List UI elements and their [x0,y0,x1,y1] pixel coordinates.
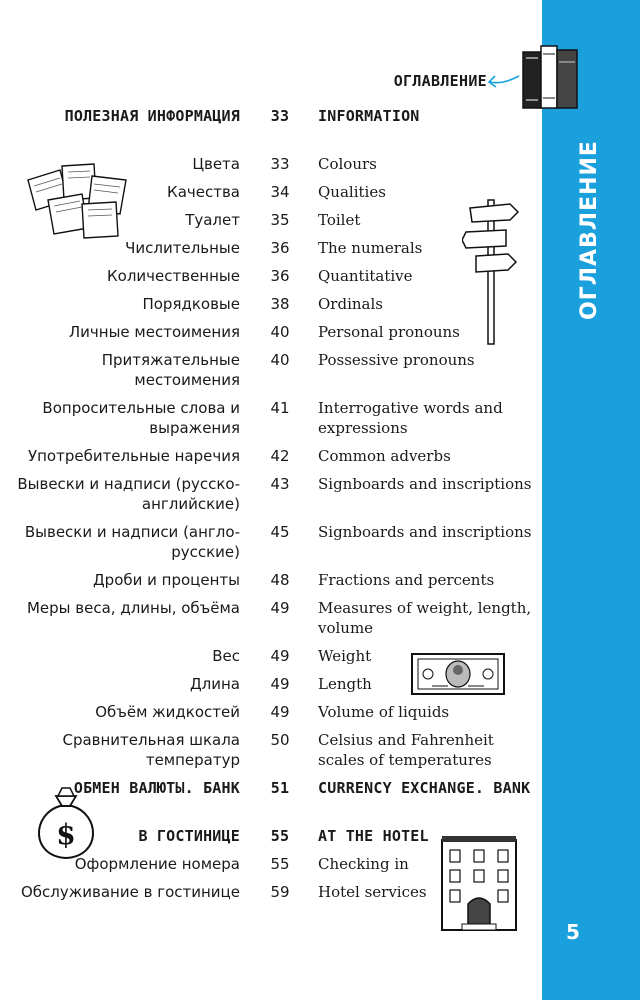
toc-entry-ru: Вес [212,647,240,665]
toc-entry-ru: Обслуживание в гостинице [20,883,240,901]
toc-entry-ru: Вопросительные слова и выражения [42,399,240,437]
toc-entry-page: 40 [270,351,290,369]
toc-entry-en: Hotel services [318,883,427,901]
toc-entry [0,266,540,286]
toc-entry [0,598,540,638]
toc-entry-en: AT THE HOTEL [318,827,429,845]
toc-entry [0,854,540,874]
toc-entry-page: 43 [270,475,290,493]
toc-entry-ru: В ГОСТИНИЦЕ [138,827,240,845]
side-title: ОГЛАВЛЕНИЕ [577,140,602,320]
toc-entry-ru: Порядковые [142,295,240,313]
toc-entry-ru: Употребительные наречия [27,447,240,465]
toc-entry-en: Personal pronouns [318,323,460,341]
toc-entry-en: Common adverbs [318,447,451,465]
toc-entry-en: Possessive pronouns [318,351,475,369]
toc-section [0,106,540,146]
toc-entry-page: 38 [270,295,290,313]
toc-entry-ru: Объём жидкостей [95,703,240,721]
toc-entry-page: 51 [270,779,290,797]
toc-section [0,826,540,846]
toc-entry-ru: ОБМЕН ВАЛЮТЫ. БАНК [73,779,240,797]
toc-entry-page: 49 [270,647,290,665]
page-number: 5 [566,920,580,944]
toc-entry-page: 33 [270,107,290,125]
toc-entry-en: CURRENCY EXCHANGE. BANK [318,779,531,797]
toc-entry-page: 34 [270,183,290,201]
toc-entry-ru: Качества [167,183,240,201]
toc-entry [0,350,540,390]
toc-entry-en: Measures of weight, length, volume [318,599,532,637]
toc-entry [0,702,540,722]
toc-entry-page: 45 [270,523,290,541]
toc-entry-page: 49 [270,703,290,721]
toc-entry-page: 50 [270,731,290,749]
toc-entry-ru: Количественные [107,267,240,285]
toc-entry-page: 55 [270,827,290,845]
toc-entry-ru: Вывески и надписи (русско-английские) [17,475,240,513]
toc-entry-ru: Числительные [125,239,240,257]
toc-entry [0,182,540,202]
toc-entry-en: Qualities [318,183,386,201]
toc-heading: ОГЛАВЛЕНИЕ [393,72,487,90]
toc-entry [0,238,540,258]
toc-entry-ru: ПОЛЕЗНАЯ ИНФОРМАЦИЯ [64,107,240,125]
toc-entry-ru: Притяжательные местоимения [101,351,240,389]
toc-entry-en: Signboards and inscriptions [318,475,532,493]
toc-entry-en: Fractions and percents [318,571,495,589]
toc-entry-en: Quantitative [318,267,413,285]
toc-section [0,778,540,818]
toc-entry [0,882,540,922]
toc-entry-en: Weight [318,647,372,665]
toc-entry-en: Celsius and Fahrenheit scales of temperatures [318,731,494,769]
toc-entry-page: 49 [270,675,290,693]
toc-entry-en: Toilet [318,211,361,229]
toc-entry-page: 59 [270,883,290,901]
toc-entry-ru: Сравнительная шкала температур [62,731,240,769]
toc-entry-page: 40 [270,323,290,341]
toc-entry-en: Interrogative words and expressions [318,399,503,437]
svg-text:$: $ [56,818,76,851]
toc-entry-ru: Меры веса, длины, объёма [26,599,240,617]
toc-entry [0,646,540,666]
toc-entry [0,730,540,770]
toc-entry [0,674,540,694]
toc-entry-page: 42 [270,447,290,465]
toc-entry-ru: Цвета [192,155,240,173]
toc-entry-en: Length [318,675,372,693]
toc-entry-en: Volume of liquids [318,703,450,721]
toc-entry [0,322,540,342]
toc-entry-en: Checking in [318,855,409,873]
toc-entry-en: The numerals [318,239,423,257]
toc-entry-ru: Туалет [185,211,240,229]
toc-entry-en: Colours [318,155,377,173]
toc-entry [0,570,540,590]
toc-entry [0,210,540,230]
toc-entry-ru: Личные местоимения [68,323,240,341]
toc-entry-page: 36 [270,239,290,257]
toc-entry-page: 35 [270,211,290,229]
toc-entry-page: 36 [270,267,290,285]
toc-entry-ru: Длина [189,675,240,693]
toc-entry-page: 48 [270,571,290,589]
toc-entry-en: INFORMATION [318,107,420,125]
toc-entry [0,474,540,514]
toc-entry-page: 33 [270,155,290,173]
toc-entry-ru: Дроби и проценты [92,571,240,589]
toc-entry [0,398,540,438]
toc-entry-page: 41 [270,399,290,417]
toc-entry [0,522,540,562]
toc-entry [0,294,540,314]
toc-entry-ru: Вывески и надписи (англо-русские) [24,523,240,561]
toc-entry [0,446,540,466]
toc-entry [0,154,540,174]
toc-entry-en: Signboards and inscriptions [318,523,532,541]
toc-entry-ru: Оформление номера [74,855,240,873]
toc-entry-en: Ordinals [318,295,383,313]
toc-entry-page: 49 [270,599,290,617]
toc-entry-page: 55 [270,855,290,873]
